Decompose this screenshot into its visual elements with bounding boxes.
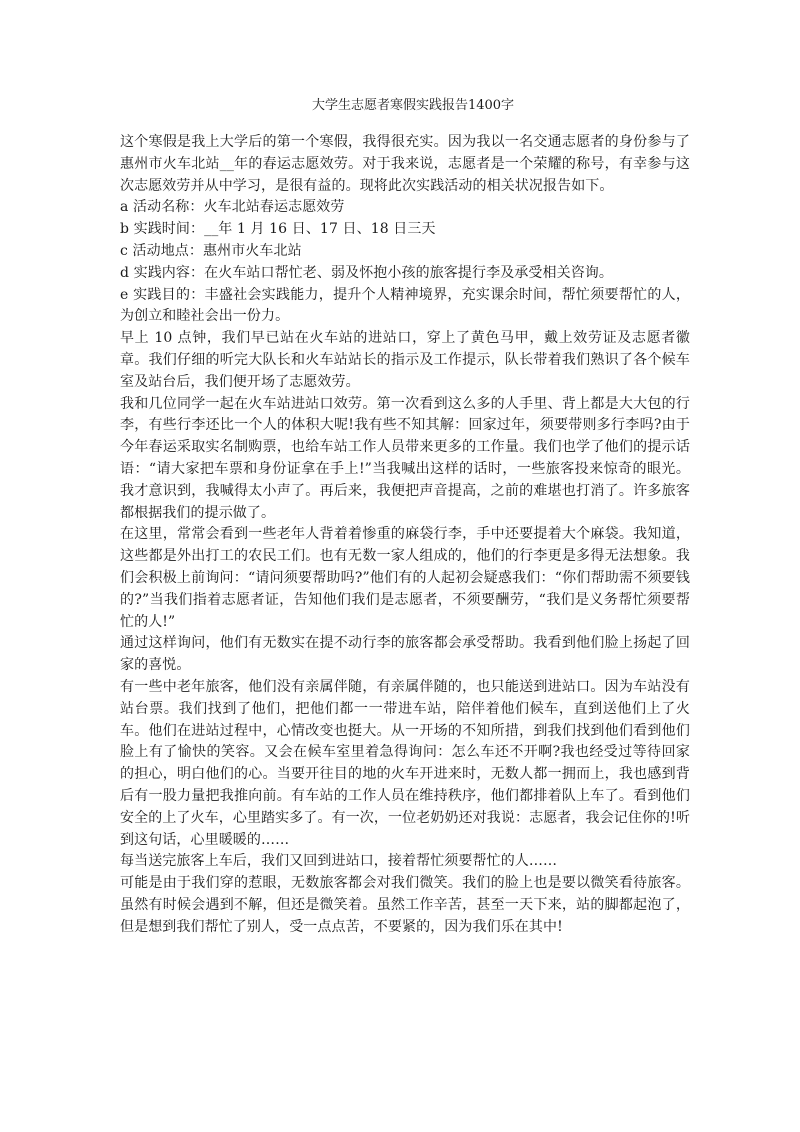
document-page bbox=[120, 96, 690, 938]
practice-time-line: b 实践时间：__年 1 月 16 日、17 日、18 日三天 bbox=[120, 221, 436, 238]
body-paragraph: 在这里，常常会看到一些老年人背着着惨重的麻袋行李，手中还要提着大个麻袋。我知道，这些都是外出打工的农民工们。也有无数一家人组成的，他们的行李更是多得无法想象。我们会积极上前询问：“请问须要帮助吗?”他们有的人起初会疑惑我们：“你们帮助需不须要钱的?”当我们指着志愿者证，告知他们我们是志愿者，不须要酬劳，“我们是义务帮忙须要帮忙的人!” bbox=[120, 526, 690, 630]
body-paragraph: 早上 10 点钟，我们早已站在火车站的进站口，穿上了黄色马甲，戴上效劳证及志愿者徽章。我们仔细的听完大队长和火车站站长的指示及工作提示，队长带着我们熟识了各个候车室及站台后，我们便开场了志愿效劳。 bbox=[120, 330, 690, 390]
body-paragraph: 我和几位同学一起在火车站进站口效劳。第一次看到这么多的人手里、背上都是大大包的行李，有些行李还比一个人的体积大呢!我有些不知其解：回家过年，须要带则多行李吗?由于今年春运采取实名制购票，也给车站工作人员带来更多的工作量。我们也学了他们的提示话语：“请大家把车票和身份证拿在手上!”当我喊出这样的话时，一些旅客投来惊奇的眼光。我才意识到，我喊得太小声了。再后来，我便把声音提高，之前的难堪也打消了。许多旅客都根据我们的提示做了。 bbox=[120, 395, 690, 521]
body-paragraph: 有一些中老年旅客，他们没有亲属伴随，有亲属伴随的，也只能送到进站口。因为车站没有站台票。我们找到了他们，把他们都一一带进车站，陪伴着他们候车，直到送他们上了火车。他们在进站过程中，心情改变也挺大。从一开场的不知所措，到我们找到他们看到他们脸上有了愉快的笑容。又会在候车室里着急得询问：怎么车还不开啊?我也经受过等待回家的担心，明白他们的心。当要开往目的地的火车开进来时，无数人都一拥而上，我也感到背后有一股力量把我推向前。有车站的工作人员在维持秩序，他们都排着队上车了。看到他们安全的上了火车，心里踏实多了。有一次，一位老奶奶还对我说：志愿者，我会记住你的!听到这句话，心里暖暖的…… bbox=[120, 678, 690, 848]
document-title: 大学生志愿者寒假实践报告1400字 bbox=[311, 98, 515, 113]
body-paragraph: 通过这样询问，他们有无数实在提不动行李的旅客都会承受帮助。我看到他们脸上扬起了回家的喜悦。 bbox=[120, 635, 690, 674]
document-body bbox=[120, 132, 690, 938]
activity-location-line: c 活动地点：惠州市火车北站 bbox=[120, 242, 302, 259]
intro-paragraph: 这个寒假是我上大学后的第一个寒假，我得很充实。因为我以一名交通志愿者的身份参与了惠州市火车北站__年的春运志愿效劳。对于我来说，志愿者是一个荣耀的称号，有幸参与这次志愿效劳并从中学习，是很有益的。现将此次实践活动的相关状况报告如下。 bbox=[120, 134, 690, 194]
body-paragraph: 每当送完旅客上车后，我们又回到进站口，接着帮忙须要帮忙的人…… bbox=[120, 853, 558, 870]
activity-name-line: a 活动名称：火车北站春运志愿效劳 bbox=[120, 199, 345, 216]
practice-content-line: d 实践内容：在火车站口帮忙老、弱及怀抱小孩的旅客提行李及承受相关咨询。 bbox=[120, 264, 614, 281]
practice-purpose-line: e 实践目的：丰盛社会实践能力，提升个人精神境界，充实课余时间，帮忙须要帮忙的人，为创立和睦社会出一份力。 bbox=[120, 286, 690, 325]
body-paragraph: 可能是由于我们穿的惹眼，无数旅客都会对我们微笑。我们的脸上也是要以微笑看待旅客。虽然有时候会遇到不解，但还是微笑着。虽然工作辛苦，甚至一天下来，站的脚都起泡了，但是想到我们帮忙了别人，受一点点苦，不要紧的，因为我们乐在其中! bbox=[120, 875, 690, 935]
